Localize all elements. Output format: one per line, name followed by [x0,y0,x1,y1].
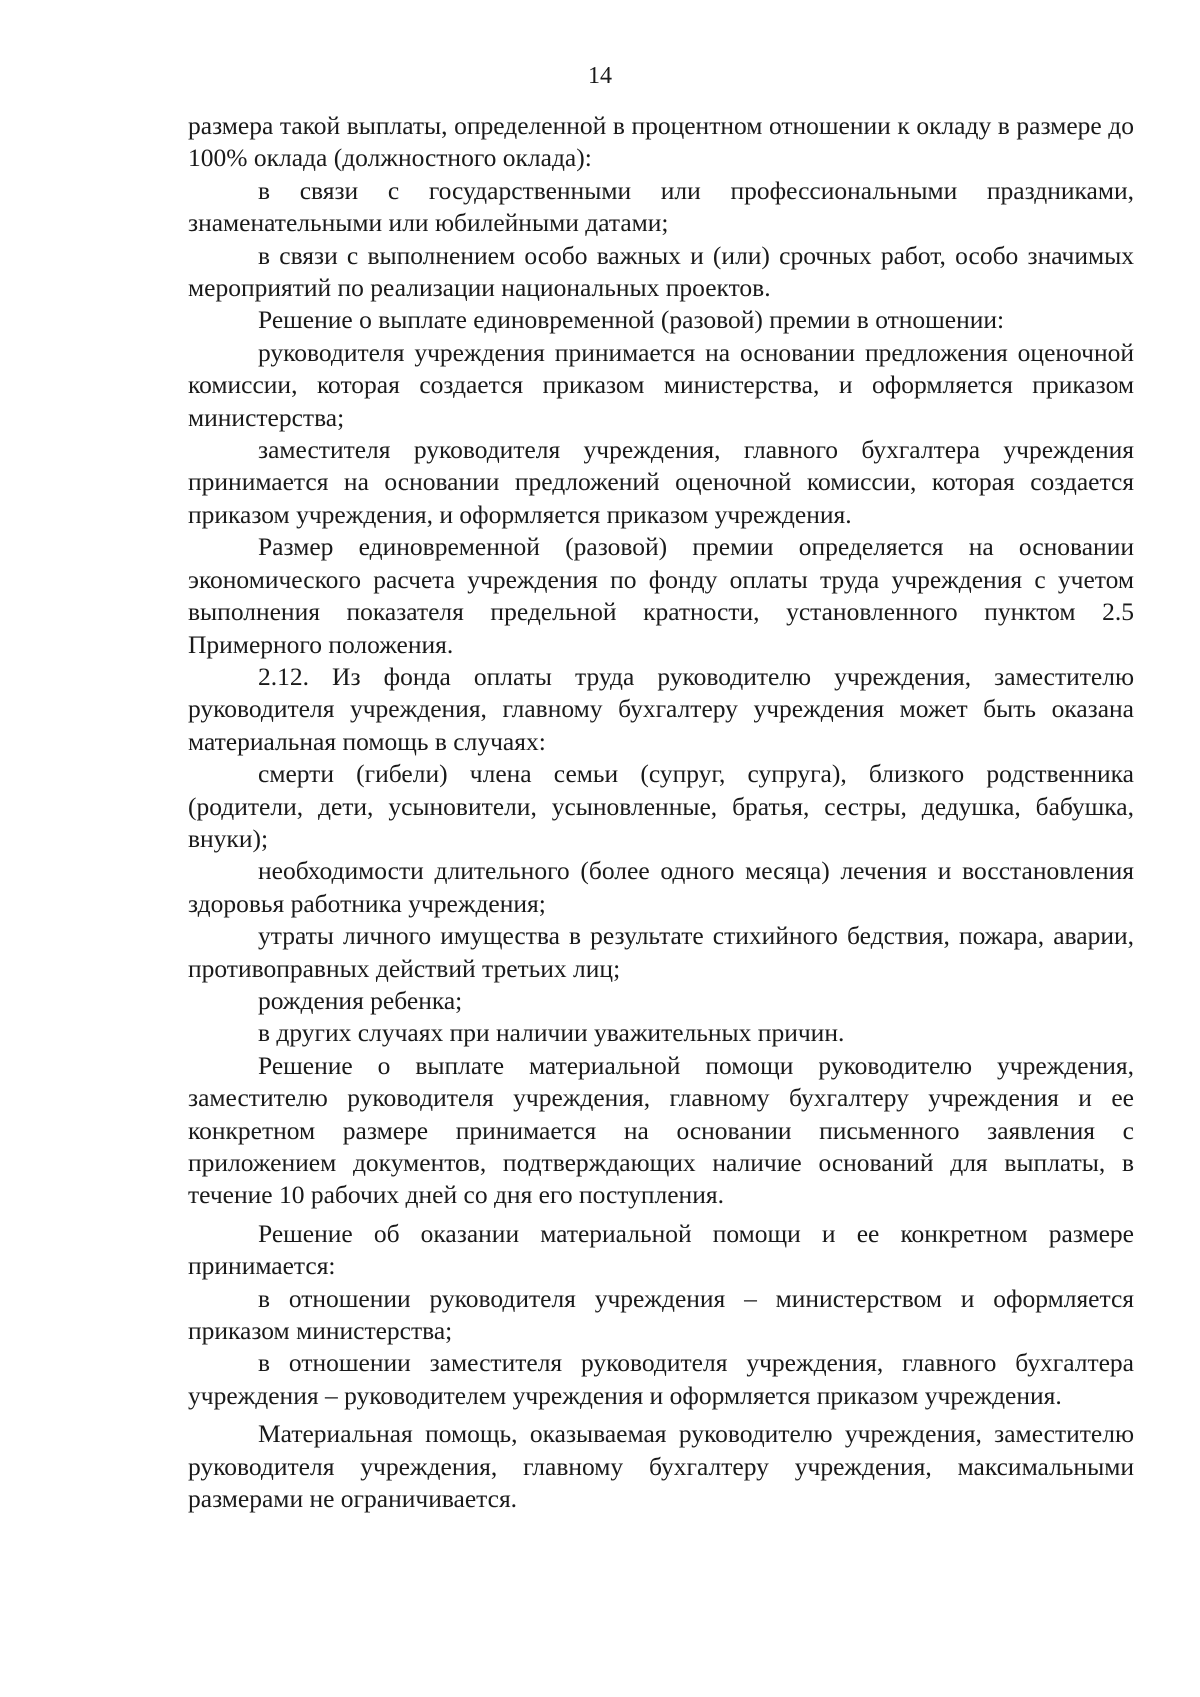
paragraph-aid-decision-made: Решение об оказании материальной помощи и ее конкретном размере принимается: [188,1218,1134,1281]
paragraph-case-death: смерти (гибели) члена семьи (супруг, супруга), близкого родственника (родители, дети, усыновители, усыновленные, братья, сестры, дедушка, бабушка, внуки); [188,759,1134,853]
paragraph-urgent-works: в связи с выполнением особо важных и (или) срочных работ, особо значимых мероприятий по реализации национальных проектов. [188,240,1134,303]
paragraph-case-property-loss: утраты личного имущества в результате стихийного бедствия, пожара, аварии, противоправных действий третьих лиц; [188,921,1134,983]
paragraph-case-treatment: необходимости длительного (более одного месяца) лечения и восстановления здоровья работника учреждения; [188,856,1134,918]
paragraph-holidays: в связи с государственными или профессиональными праздниками, знаменательными или юбилейными датами; [188,175,1134,238]
paragraph-case-childbirth: рождения ребенка; [258,985,463,1015]
paragraph-deputy-bonus: заместителя руководителя учреждения, главного бухгалтера учреждения принимается на основании предложений оценочной комиссии, которая создается приказом учреждения, и оформляется приказом учреждения. [188,435,1134,529]
paragraph-aid-decision: Решение о выплате материальной помощи руководителю учреждения, заместителю руководителя учреждения, главному бухгалтеру учреждения и ее конкретном размере принимается на основании письменного заявления с приложением документов, подтверждающих наличие оснований для выплаты, в течение 10 рабочих дней со дня его поступления. [188,1050,1134,1210]
paragraph-aid-unlimited: Материальная помощь, оказываемая руководителю учреждения, заместителю руководителя учреждения, главному бухгалтеру учреждения, максимальными размерами не ограничивается. [188,1419,1134,1514]
paragraph-bonus-decision: Решение о выплате единовременной (разовой) премии в отношении: [258,305,1005,335]
paragraph-section-2-12: 2.12. Из фонда оплаты труда руководителю учреждения, заместителю руководителя учреждения, главному бухгалтеру учреждения может быть оказана материальная помощь в случаях: [188,661,1134,756]
paragraph-continuation: размера такой выплаты, определенной в процентном отношении к окладу в размере до 100% оклада (должностного оклада): [188,111,1134,173]
document-body [188,110,1134,1515]
paragraph-aid-deputy: в отношении заместителя руководителя учреждения, главного бухгалтера учреждения – руководителем учреждения и оформляется приказом учреждения. [188,1348,1134,1410]
paragraph-case-other: в других случаях при наличии уважительных причин. [258,1018,845,1048]
paragraph-aid-director: в отношении руководителя учреждения – министерством и оформляется приказом министерства; [188,1283,1134,1346]
page-number: 14 [588,63,612,89]
paragraph-director-bonus: руководителя учреждения принимается на основании предложения оценочной комиссии, которая создается приказом министерства, и оформляется приказом министерства; [188,337,1134,432]
paragraph-bonus-size: Размер единовременной (разовой) премии определяется на основании экономического расчета учреждения по фонду оплаты труда учреждения с учетом выполнения показателя предельной кратности, установленного пунктом 2.5 Примерного положения. [188,532,1134,659]
